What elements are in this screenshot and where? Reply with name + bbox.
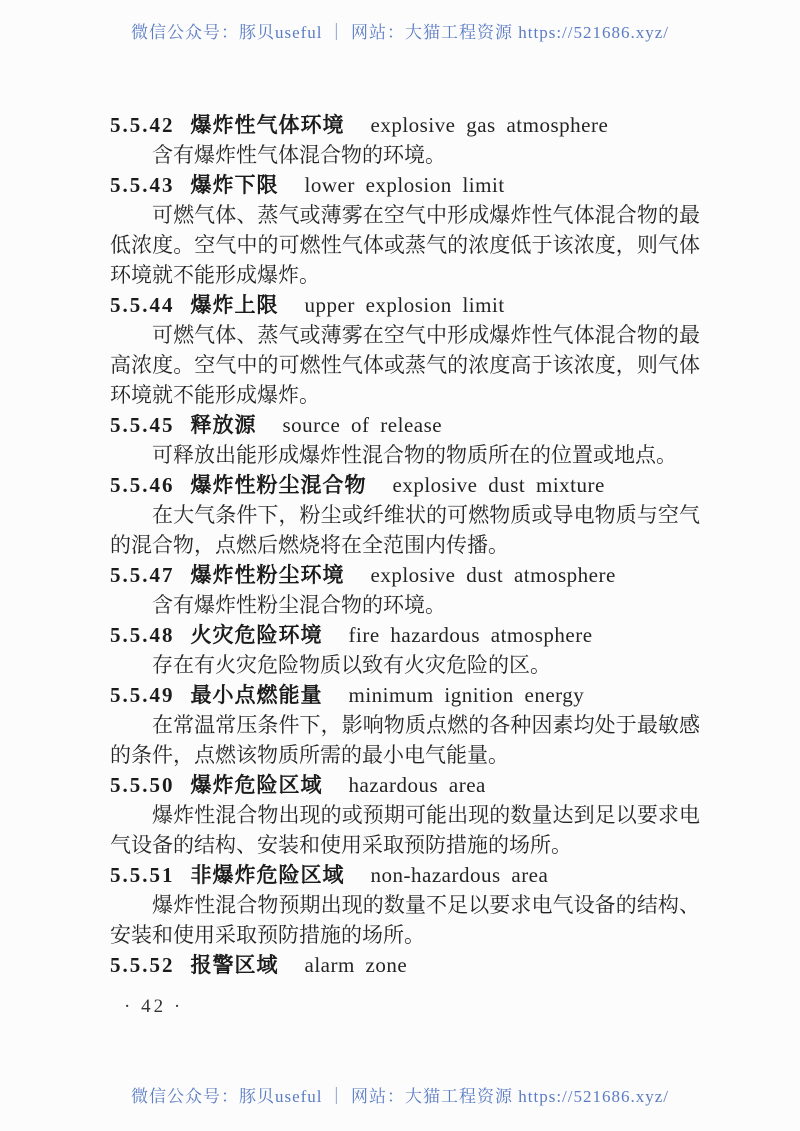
- term-number: 5.5.52: [110, 953, 175, 977]
- term-definition: 爆炸性混合物预期出现的数量不足以要求电气设备的结构、安装和使用采取预防措施的场所。: [110, 893, 700, 947]
- term-entry: [110, 470, 700, 560]
- term-definition: 可燃气体、蒸气或薄雾在空气中形成爆炸性气体混合物的最低浓度。空气中的可燃性气体或蒸气的浓度低于该浓度，则气体环境就不能形成爆炸。: [110, 203, 700, 287]
- term-heading: [110, 770, 700, 800]
- term-definition: 可释放出能形成爆炸性混合物的物质所在的位置或地点。: [152, 443, 677, 467]
- term-definition: 含有爆炸性气体混合物的环境。: [152, 143, 446, 167]
- term-number: 5.5.50: [110, 773, 175, 797]
- term-heading: [110, 470, 700, 500]
- term-number: 5.5.43: [110, 173, 175, 197]
- term-english: minimum ignition energy: [348, 683, 585, 707]
- header-watermark: [0, 18, 800, 43]
- term-definition: 含有爆炸性粉尘混合物的环境。: [152, 593, 446, 617]
- term-entry: [110, 290, 700, 410]
- term-english: upper explosion limit: [304, 293, 505, 317]
- term-english: explosive dust mixture: [392, 473, 605, 497]
- term-chinese: 释放源: [190, 413, 257, 437]
- term-english: explosive gas atmosphere: [370, 113, 609, 137]
- term-entry: [110, 620, 700, 680]
- term-number: 5.5.51: [110, 863, 175, 887]
- term-entry: [110, 860, 700, 950]
- page-number: · 42 ·: [124, 996, 184, 1017]
- term-chinese: 爆炸性气体环境: [190, 113, 345, 137]
- term-number: 5.5.42: [110, 113, 175, 137]
- term-number: 5.5.44: [110, 293, 175, 317]
- term-entry: [110, 410, 700, 470]
- term-heading: [110, 950, 700, 980]
- term-entry: [110, 110, 700, 170]
- term-number: 5.5.48: [110, 623, 175, 647]
- term-heading: [110, 560, 700, 590]
- term-chinese: 最小点燃能量: [190, 683, 323, 707]
- term-chinese: 报警区域: [190, 953, 279, 977]
- term-chinese: 火灾危险环境: [190, 623, 323, 647]
- term-english: hazardous area: [348, 773, 486, 797]
- term-english: non-hazardous area: [370, 863, 549, 887]
- term-heading: [110, 110, 700, 140]
- term-definition: 在常温常压条件下，影响物质点燃的各种因素均处于最敏感的条件，点燃该物质所需的最小电气能量。: [110, 713, 700, 767]
- term-english: alarm zone: [304, 953, 408, 977]
- term-chinese: 非爆炸危险区域: [190, 863, 345, 887]
- term-english: explosive dust atmosphere: [370, 563, 616, 587]
- term-definition: 爆炸性混合物出现的或预期可能出现的数量达到足以要求电气设备的结构、安装和使用采取预防措施的场所。: [110, 803, 700, 857]
- term-number: 5.5.47: [110, 563, 175, 587]
- term-entry: [110, 560, 700, 620]
- term-english: lower explosion limit: [304, 173, 505, 197]
- term-definition: 可燃气体、蒸气或薄雾在空气中形成爆炸性气体混合物的最高浓度。空气中的可燃性气体或蒸气的浓度高于该浓度，则气体环境就不能形成爆炸。: [110, 323, 700, 407]
- term-definition: 存在有火灾危险物质以致有火灾危险的区。: [152, 653, 551, 677]
- term-chinese: 爆炸下限: [190, 173, 279, 197]
- footer-watermark-text: 微信公众号：豚贝useful ｜ 网站：大猫工程资源 https://521686.xyz/: [130, 1087, 670, 1106]
- term-english: fire hazardous atmosphere: [348, 623, 593, 647]
- term-definition: 在大气条件下，粉尘或纤维状的可燃物质或导电物质与空气的混合物，点燃后燃烧将在全范围内传播。: [110, 503, 700, 557]
- term-entry: [110, 770, 700, 860]
- term-chinese: 爆炸上限: [190, 293, 279, 317]
- term-chinese: 爆炸性粉尘环境: [190, 563, 345, 587]
- term-heading: [110, 170, 700, 200]
- term-number: 5.5.45: [110, 413, 175, 437]
- term-heading: [110, 290, 700, 320]
- header-watermark-text: 微信公众号：豚贝useful ｜ 网站：大猫工程资源 https://521686.xyz/: [130, 23, 670, 42]
- term-heading: [110, 860, 700, 890]
- footer-watermark: [0, 1082, 800, 1107]
- document-body: [110, 110, 700, 1022]
- term-entry: [110, 170, 700, 290]
- term-heading: [110, 620, 700, 650]
- term-english: source of release: [282, 413, 443, 437]
- term-number: 5.5.49: [110, 683, 175, 707]
- term-entry: [110, 950, 700, 980]
- term-heading: [110, 680, 700, 710]
- term-chinese: 爆炸性粉尘混合物: [190, 473, 367, 497]
- term-chinese: 爆炸危险区域: [190, 773, 323, 797]
- term-heading: [110, 410, 700, 440]
- term-entry: [110, 680, 700, 770]
- term-number: 5.5.46: [110, 473, 175, 497]
